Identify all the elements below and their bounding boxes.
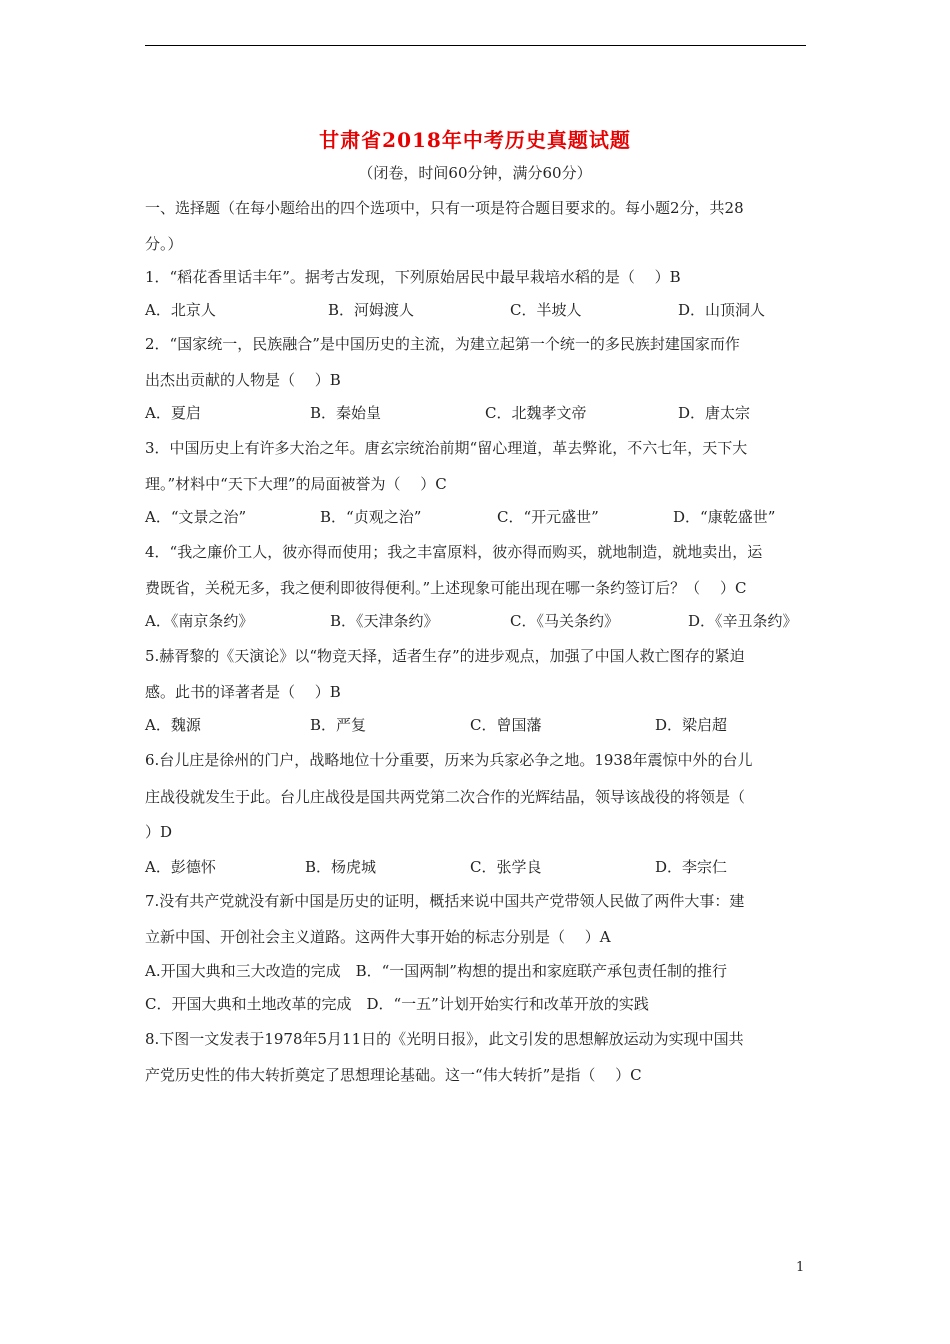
question-7-options-cd: C．开国大典和土地改革的完成 D．“一五”计划开始实行和改革开放的实践 — [145, 995, 649, 1013]
question-1: 1．“稻花香里话丰年”。据考古发现，下列原始居民中最早栽培水稻的是（ ）B — [145, 268, 681, 286]
option-b: B．杨虎城 — [305, 858, 377, 876]
section-heading-cont: 分。） — [145, 235, 183, 253]
option-d: D．《辛丑条约》 — [688, 612, 798, 630]
section-heading: 一、选择题（在每小题给出的四个选项中，只有一项是符合题目要求的。每小题2分，共28 — [145, 199, 744, 217]
exam-subtitle: （闭卷，时间60分钟，满分60分） — [358, 164, 592, 182]
option-b: B．秦始皇 — [310, 404, 382, 422]
option-a: A．《南京条约》 — [145, 612, 254, 630]
option-c: C．曾国藩 — [470, 716, 542, 734]
question-2: 2．“国家统一，民族融合”是中国历史的主流，为建立起第一个统一的多民族封建国家而作 — [145, 335, 740, 353]
option-b: B．“贞观之治” — [320, 508, 422, 526]
question-5-cont: 感。此书的译著者是（ ）B — [145, 683, 341, 701]
option-c: C．北魏孝文帝 — [485, 404, 587, 422]
option-d: D．唐太宗 — [678, 404, 751, 422]
option-a: A．北京人 — [145, 301, 216, 319]
question-3-cont: 理。”材料中“天下大理”的局面被誉为（ ）C — [145, 475, 447, 493]
question-8: 8.下图一文发表于1978年5月11日的《光明日报》，此文引发的思想解放运动为实现中国共 — [145, 1030, 744, 1048]
option-a: A．夏启 — [145, 404, 201, 422]
question-7-options-ab: A.开国大典和三大改造的完成 B．“一国两制”构想的提出和家庭联产承包责任制的推行 — [145, 962, 727, 980]
question-6-options — [145, 857, 815, 877]
option-c: C．张学良 — [470, 858, 542, 876]
question-2-options — [145, 403, 815, 423]
option-b: B．河姆渡人 — [328, 301, 415, 319]
question-3: 3．中国历史上有许多大治之年。唐玄宗统治前期“留心理道，革去弊讹，不六七年，天下大 — [145, 439, 748, 457]
question-1-options — [145, 300, 815, 320]
question-6-cont-2: ）D — [145, 823, 173, 841]
question-4-cont: 费既省，关税无多，我之便利即彼得便利。”上述现象可能出现在哪一条约签订后？（ ）C — [145, 579, 747, 597]
question-7: 7.没有共产党就没有新中国是历史的证明，概括来说中国共产党带领人民做了两件大事：建 — [145, 892, 745, 910]
question-4-options — [145, 611, 815, 631]
option-c: C．《马关条约》 — [510, 612, 619, 630]
option-d: D．山顶洞人 — [678, 301, 766, 319]
page-number: 1 — [796, 1260, 805, 1275]
question-8-cont: 产党历史性的伟大转折奠定了思想理论基础。这一“伟大转折”是指（ ）C — [145, 1066, 642, 1084]
question-6-cont: 庄战役就发生于此。台儿庄战役是国共两党第二次合作的光辉结晶，领导该战役的将领是（ — [145, 788, 746, 806]
question-4: 4．“我之廉价工人，彼亦得而使用；我之丰富原料，彼亦得而购买，就地制造，就地卖出，运 — [145, 543, 763, 561]
question-3-options — [145, 507, 815, 527]
option-a: A．彭德怀 — [145, 858, 216, 876]
question-2-cont: 出杰出贡献的人物是（ ）B — [145, 371, 341, 389]
question-7-cont: 立新中国、开创社会主义道路。这两件大事开始的标志分别是（ ）A — [145, 928, 611, 946]
question-5: 5.赫胥黎的《天演论》以“物竞天择，适者生存”的进步观点，加强了中国人救亡图存的紧迫 — [145, 647, 745, 665]
option-a: A．魏源 — [145, 716, 201, 734]
question-6: 6.台儿庄是徐州的门户，战略地位十分重要，历来为兵家必争之地。1938年震惊中外的台儿 — [145, 751, 753, 769]
option-d: D．李宗仁 — [655, 858, 728, 876]
exam-title: 甘肃省2018年中考历史真题试题 — [319, 128, 631, 152]
option-d: D．“康乾盛世” — [673, 508, 776, 526]
option-d: D．梁启超 — [655, 716, 728, 734]
option-b: B．严复 — [310, 716, 367, 734]
option-a: A．“文景之治” — [145, 508, 247, 526]
option-b: B．《天津条约》 — [330, 612, 439, 630]
option-c: C．半坡人 — [510, 301, 582, 319]
question-5-options — [145, 715, 815, 735]
option-c: C．“开元盛世” — [497, 508, 599, 526]
header-rule — [145, 45, 806, 46]
